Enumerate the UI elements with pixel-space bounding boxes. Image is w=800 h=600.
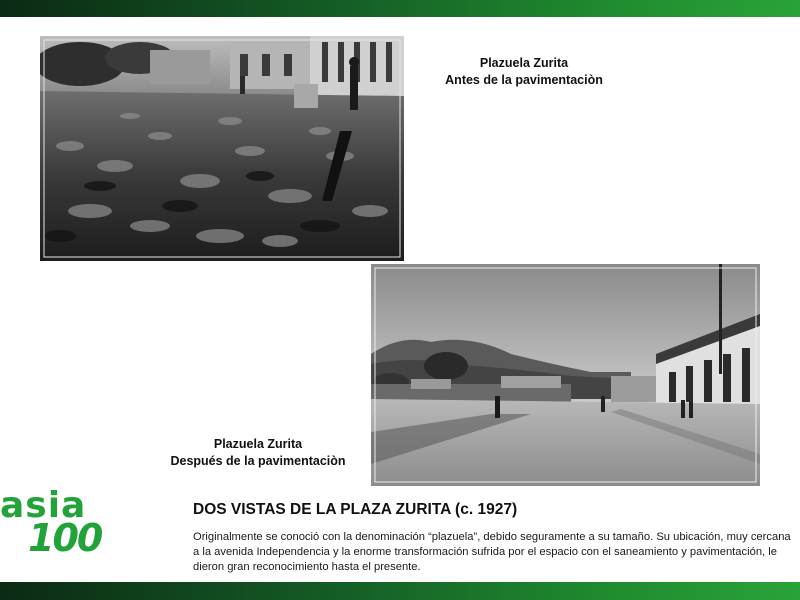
caption-before: [419, 55, 629, 89]
logo-number: 100: [28, 516, 102, 560]
caption-after: [158, 436, 358, 470]
caption-before-title: Plazuela Zurita: [479, 56, 569, 70]
caption-before-subtitle: Antes de la pavimentaciòn: [445, 73, 603, 87]
article-title: DOS VISTAS DE LA PLAZA ZURITA (c. 1927): [193, 501, 518, 518]
photo-after-paving: [371, 264, 760, 486]
asia-100-logo: [0, 485, 122, 564]
article-body: Originalmente se conoció con la denominación “plazuela”, debido seguramente a su tamaño. Su ubicación, muy cercana a la avenida Independencia y la enorme transformación sufrida por el espacio con el saneamiento y pavimentación, le dieron gran reconocimiento hasta el presente.: [193, 531, 791, 573]
logo-word: asia: [0, 485, 87, 526]
caption-after-subtitle: Después de la pavimentaciòn: [170, 454, 346, 468]
bottom-green-bar: [0, 582, 800, 600]
photo-before-paving: [40, 36, 404, 261]
caption-after-title: Plazuela Zurita: [213, 437, 303, 451]
top-green-bar: [0, 0, 800, 17]
photo-after-image: [371, 264, 760, 486]
photo-before-image: [40, 36, 404, 261]
